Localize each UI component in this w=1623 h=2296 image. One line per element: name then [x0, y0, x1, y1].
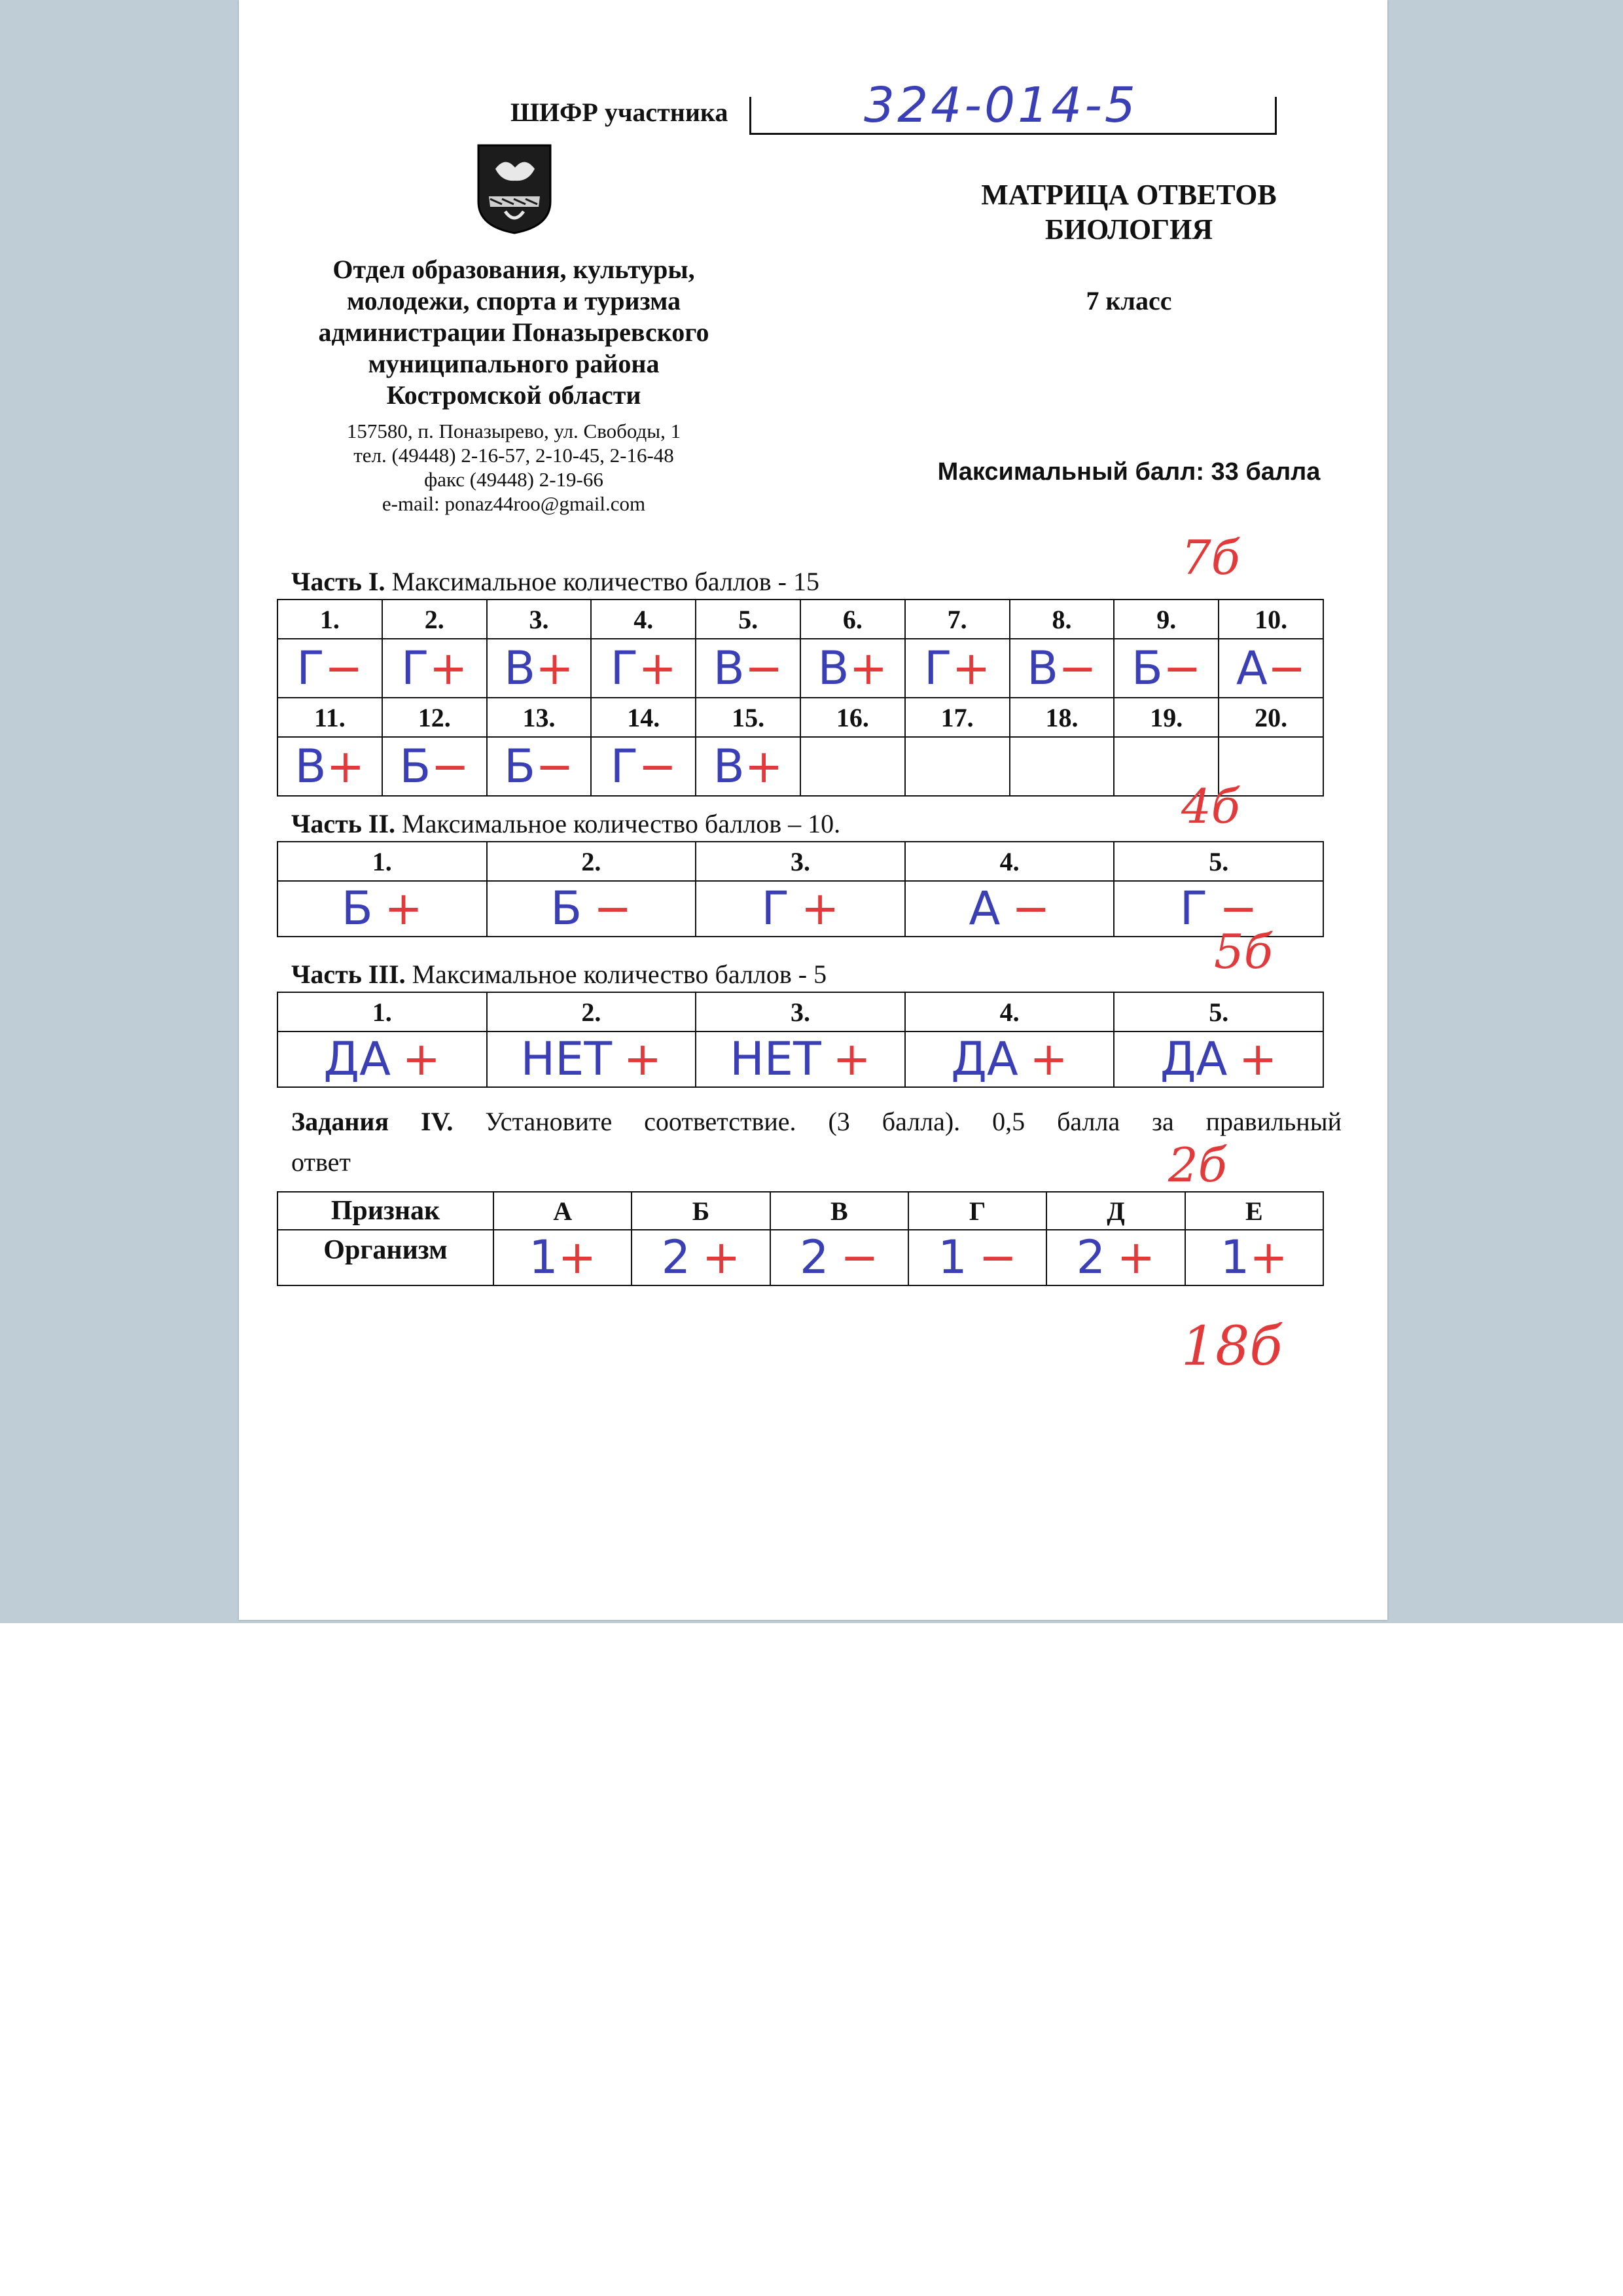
answer-cell	[277, 881, 487, 937]
answer-cell	[591, 639, 696, 698]
answer-cell	[1010, 737, 1115, 796]
answer-cell	[905, 737, 1010, 796]
answer-cell	[493, 1230, 632, 1285]
question-number: 4.	[905, 992, 1115, 1031]
doc-title: МАТРИЦА ОТВЕТОВ	[981, 179, 1277, 211]
answer-text: Б	[1131, 641, 1163, 695]
grade-mark: −	[324, 641, 363, 695]
answer-text: А	[1236, 641, 1268, 695]
answer-text: Б	[341, 882, 373, 935]
answer-cell	[487, 1031, 696, 1087]
part1-desc: Максимальное количество баллов - 15	[385, 567, 819, 596]
answer-cell	[1114, 639, 1219, 698]
question-number: 10.	[1219, 600, 1323, 639]
part3-score: 5б	[1214, 924, 1273, 979]
max-score: Максимальный балл: 33 балла	[937, 458, 1321, 486]
answer-text: Б	[504, 739, 536, 793]
answer-text: В	[294, 739, 327, 793]
answer-cell	[591, 737, 696, 796]
question-number: 2.	[487, 992, 696, 1031]
question-number: 18.	[1010, 698, 1115, 737]
total-score: 18б	[1181, 1316, 1283, 1378]
org-address	[278, 419, 749, 516]
question-number: 3.	[696, 992, 905, 1031]
grade-mark: −	[978, 1230, 1017, 1284]
answer-cell	[277, 639, 382, 698]
part1-score: 7б	[1181, 530, 1240, 585]
question-number: 9.	[1114, 600, 1219, 639]
question-number: 15.	[696, 698, 800, 737]
cipher-value: 324-014-5	[864, 77, 1138, 134]
answer-cell	[1046, 1230, 1185, 1285]
part2-label: Часть II.	[291, 809, 396, 838]
answer-text: В	[504, 641, 536, 695]
grade-mark: −	[638, 739, 677, 793]
answer-cell	[905, 1031, 1115, 1087]
answer-text: 1	[938, 1230, 967, 1284]
question-number: 2.	[382, 600, 487, 639]
address-line: 157580, п. Поназырево, ул. Свободы, 1	[346, 420, 681, 442]
question-number: 3.	[696, 842, 905, 881]
answer-text: 2	[1076, 1230, 1106, 1284]
answer-cell	[1114, 1031, 1323, 1087]
column-letter: Д	[1046, 1192, 1185, 1230]
coat-of-arms-icon	[476, 143, 553, 234]
answer-text: В	[1027, 641, 1059, 695]
answer-text: В	[713, 641, 745, 695]
grade-mark: −	[1267, 641, 1306, 695]
part3-desc: Максимальное количество баллов - 5	[405, 960, 827, 989]
question-number: 17.	[905, 698, 1010, 737]
answer-cell	[277, 737, 382, 796]
part2-score: 4б	[1181, 779, 1240, 834]
question-number: 8.	[1010, 600, 1115, 639]
part2-table	[277, 841, 1324, 937]
grade-mark: +	[535, 641, 574, 695]
answer-cell	[382, 737, 487, 796]
answer-cell	[770, 1230, 908, 1285]
answer-text: Б	[550, 882, 582, 935]
question-number: 11.	[277, 698, 382, 737]
question-number: 5.	[1114, 992, 1323, 1031]
column-letter: Г	[908, 1192, 1046, 1230]
answer-cell	[277, 1031, 487, 1087]
part4-score: 2б	[1168, 1138, 1227, 1193]
org-line: администрации Поназыревского	[318, 317, 709, 347]
answer-text: А	[969, 882, 1001, 935]
question-number: 19.	[1114, 698, 1219, 737]
doc-grade: 7 класс	[1086, 286, 1172, 315]
part2-heading	[291, 808, 840, 839]
question-number: 1.	[277, 992, 487, 1031]
part4-label: Задания IV.	[291, 1107, 454, 1136]
column-letter: А	[493, 1192, 632, 1230]
grade-mark: −	[535, 739, 574, 793]
question-number: 3.	[487, 600, 592, 639]
answer-cell	[487, 737, 592, 796]
answer-text: Г	[1179, 882, 1208, 935]
part4-desc: Установите соответствие. (3 балла). 0,5 балла за правильный	[453, 1107, 1342, 1136]
grade-mark: −	[1219, 882, 1258, 935]
grade-mark: +	[832, 1032, 871, 1086]
part1-heading	[291, 566, 819, 597]
grade-mark: +	[638, 641, 677, 695]
question-number: 4.	[591, 600, 696, 639]
doc-subject: БИОЛОГИЯ	[1044, 213, 1213, 245]
grade-mark: −	[744, 641, 783, 695]
question-number: 4.	[905, 842, 1115, 881]
answer-text: НЕТ	[730, 1032, 821, 1086]
grade-mark: +	[1238, 1032, 1277, 1086]
grade-mark: +	[702, 1230, 741, 1284]
org-line: муниципального района	[368, 349, 660, 378]
address-line: e-mail: ponaz44roo@gmail.com	[382, 492, 646, 515]
address-line: тел. (49448) 2-16-57, 2-10-45, 2-16-48	[353, 444, 674, 467]
question-number: 5.	[1114, 842, 1323, 881]
answer-text: 2	[799, 1230, 829, 1284]
answer-cell	[696, 1031, 905, 1087]
grade-mark: +	[1249, 1230, 1288, 1284]
grade-mark: +	[384, 882, 423, 935]
answer-cell	[800, 639, 905, 698]
question-number: 13.	[487, 698, 592, 737]
answer-text: В	[817, 641, 849, 695]
question-number: 5.	[696, 600, 800, 639]
grade-mark: +	[1116, 1230, 1156, 1284]
row-header: Признак	[277, 1192, 493, 1230]
org-line: молодежи, спорта и туризма	[346, 286, 681, 315]
grade-mark: −	[1162, 641, 1202, 695]
question-number: 20.	[1219, 698, 1323, 737]
grade-mark: +	[429, 641, 468, 695]
answer-cell	[632, 1230, 770, 1285]
grade-mark: −	[1011, 882, 1050, 935]
part4-desc-line2: ответ	[291, 1147, 351, 1177]
answer-text: В	[713, 739, 745, 793]
grade-mark: +	[849, 641, 888, 695]
part1-table	[277, 599, 1324, 797]
grade-mark: +	[800, 882, 840, 935]
answer-cell	[905, 639, 1010, 698]
answer-cell	[696, 881, 905, 937]
column-letter: В	[770, 1192, 908, 1230]
answer-cell	[382, 639, 487, 698]
question-number: 1.	[277, 842, 487, 881]
question-number: 16.	[800, 698, 905, 737]
question-number: 2.	[487, 842, 696, 881]
question-number: 6.	[800, 600, 905, 639]
org-line: Отдел образования, культуры,	[332, 255, 695, 284]
answer-text: Г	[610, 739, 639, 793]
grade-mark: −	[840, 1230, 879, 1284]
part3-label: Часть III.	[291, 960, 406, 989]
answer-text: Г	[924, 641, 952, 695]
part2-desc: Максимальное количество баллов – 10.	[395, 809, 841, 838]
grade-mark: +	[952, 641, 991, 695]
answer-cell	[487, 639, 592, 698]
answer-text: ДА	[323, 1032, 391, 1086]
answer-text: НЕТ	[520, 1032, 613, 1086]
grade-mark: −	[1058, 641, 1097, 695]
part4-heading	[291, 1106, 1342, 1137]
answer-text: 2	[661, 1230, 691, 1284]
answer-text: 1	[529, 1230, 558, 1284]
grade-mark: +	[623, 1032, 662, 1086]
address-line: факс (49448) 2-19-66	[424, 468, 603, 491]
question-number: 7.	[905, 600, 1010, 639]
answer-cell	[487, 881, 696, 937]
answer-sheet	[239, 0, 1387, 1620]
answer-cell	[696, 639, 800, 698]
answer-text: ДА	[1160, 1032, 1228, 1086]
grade-mark: +	[326, 739, 365, 793]
grade-mark: +	[744, 739, 783, 793]
question-number: 1.	[277, 600, 382, 639]
grade-mark: +	[558, 1230, 597, 1284]
answer-cell	[905, 881, 1115, 937]
answer-text: 1	[1220, 1230, 1250, 1284]
org-line: Костромской области	[386, 380, 641, 410]
answer-cell	[1185, 1230, 1323, 1285]
question-number: 12.	[382, 698, 487, 737]
part1-label: Часть I.	[291, 567, 385, 596]
grade-mark: −	[593, 882, 632, 935]
answer-text: Г	[761, 882, 790, 935]
row-header: Организм	[277, 1230, 493, 1285]
answer-cell	[908, 1230, 1046, 1285]
answer-text: Г	[610, 641, 639, 695]
column-letter: Е	[1185, 1192, 1323, 1230]
answer-text: Г	[296, 641, 325, 695]
answer-cell	[800, 737, 905, 796]
answer-cell	[696, 737, 800, 796]
grade-mark: +	[402, 1032, 441, 1086]
answer-text: Б	[399, 739, 431, 793]
part4-table	[277, 1191, 1324, 1286]
cipher-label: ШИФР участника	[510, 98, 728, 127]
answer-cell	[1219, 639, 1323, 698]
grade-mark: −	[431, 739, 470, 793]
answer-text: ДА	[951, 1032, 1018, 1086]
grade-mark: +	[1029, 1032, 1068, 1086]
org-name	[278, 254, 749, 411]
column-letter: Б	[632, 1192, 770, 1230]
part3-heading	[291, 959, 827, 990]
answer-text: Г	[401, 641, 429, 695]
part3-table	[277, 992, 1324, 1088]
answer-cell	[1010, 639, 1115, 698]
question-number: 14.	[591, 698, 696, 737]
